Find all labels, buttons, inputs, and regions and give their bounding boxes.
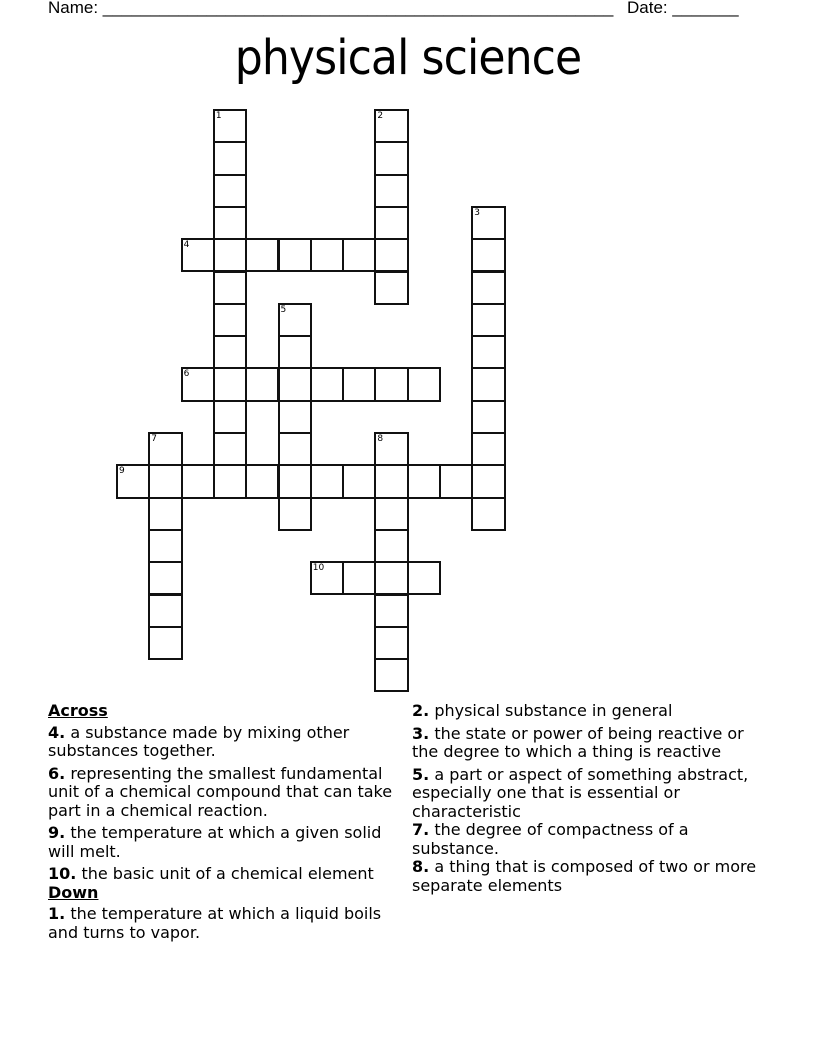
- crossword-cell[interactable]: [471, 432, 505, 466]
- crossword-cell[interactable]: [374, 174, 408, 208]
- clue-number-label: 8: [377, 434, 384, 444]
- crossword-cell[interactable]: [471, 400, 505, 434]
- clue-number-label: 10: [312, 563, 325, 574]
- clue-number: 2.: [412, 701, 430, 720]
- crossword-cell[interactable]: [471, 335, 505, 369]
- crossword-cell[interactable]: [310, 464, 344, 498]
- crossword-cell[interactable]: [181, 464, 215, 498]
- crossword-cell[interactable]: [278, 367, 312, 401]
- crossword-cell[interactable]: [374, 367, 408, 401]
- clue-across-10: [48, 865, 408, 884]
- clue-across-6: [48, 765, 408, 821]
- clue-number-label: 5: [280, 304, 287, 315]
- down-header: Down: [48, 882, 99, 902]
- clue-down-5: [412, 766, 772, 822]
- crossword-cell[interactable]: [374, 238, 408, 272]
- clue-number: 5.: [412, 764, 430, 784]
- crossword-cell[interactable]: [148, 561, 182, 595]
- crossword-cell[interactable]: [342, 238, 376, 272]
- page-title: physical science: [234, 30, 582, 86]
- clue-text: a substance made by mixing other substances together.: [48, 722, 350, 760]
- crossword-cell[interactable]: [213, 238, 247, 272]
- crossword-cell[interactable]: [213, 206, 247, 240]
- crossword-cell[interactable]: [374, 271, 408, 305]
- crossword-cell[interactable]: [471, 497, 505, 531]
- crossword-cell[interactable]: [213, 367, 247, 401]
- clue-text: the degree of compactness of a substance.: [412, 820, 689, 858]
- crossword-cell[interactable]: [407, 367, 441, 401]
- clue-number: 6.: [48, 763, 66, 783]
- crossword-cell[interactable]: [213, 174, 247, 208]
- crossword-cell[interactable]: [213, 109, 247, 143]
- clue-number-label: 1: [215, 111, 222, 121]
- crossword-cell[interactable]: [213, 335, 247, 369]
- crossword-cell[interactable]: [310, 238, 344, 272]
- clues-column-left: [48, 702, 408, 946]
- crossword-cell[interactable]: [374, 561, 408, 595]
- crossword-cell[interactable]: [471, 303, 505, 337]
- clue-number-label: 2: [377, 111, 384, 121]
- crossword-cell[interactable]: [374, 594, 408, 628]
- crossword-cell[interactable]: [439, 464, 473, 498]
- crossword-cell[interactable]: [245, 367, 279, 401]
- clue-number: 4.: [48, 722, 66, 742]
- clue-down-1: [48, 905, 408, 942]
- crossword-cell[interactable]: [342, 464, 376, 498]
- crossword-cell[interactable]: [278, 464, 312, 498]
- crossword-cell[interactable]: [278, 497, 312, 531]
- crossword-cell[interactable]: [374, 497, 408, 531]
- crossword-cell[interactable]: [148, 594, 182, 628]
- crossword-cell[interactable]: [310, 367, 344, 401]
- date-field-label: Date: _______: [627, 0, 739, 17]
- clues-column-right: [412, 702, 772, 899]
- crossword-cell[interactable]: [181, 238, 215, 272]
- clue-number: 7.: [412, 820, 430, 839]
- crossword-cell[interactable]: [407, 561, 441, 595]
- crossword-cell[interactable]: [471, 238, 505, 272]
- crossword-cell[interactable]: [213, 271, 247, 305]
- crossword-cell[interactable]: [374, 529, 408, 563]
- crossword-cell[interactable]: [116, 464, 150, 498]
- clue-down-7: [412, 821, 772, 858]
- clue-down-2: [412, 702, 772, 721]
- crossword-cell[interactable]: [342, 561, 376, 595]
- clue-text: the temperature at which a given solid will melt.: [48, 823, 382, 861]
- crossword-cell[interactable]: [148, 529, 182, 563]
- crossword-cell[interactable]: [148, 497, 182, 531]
- clue-text: a part or aspect of something abstract, especially one that is essential or characteristic: [412, 764, 749, 821]
- crossword-cell[interactable]: [213, 141, 247, 175]
- crossword-cell[interactable]: [213, 400, 247, 434]
- clue-down-8: [412, 858, 772, 895]
- clue-text: the basic unit of a chemical element: [81, 864, 374, 883]
- crossword-cell[interactable]: [374, 432, 408, 466]
- clue-number-label: 4: [183, 240, 190, 251]
- crossword-cell[interactable]: [374, 626, 408, 660]
- crossword-cell[interactable]: [213, 432, 247, 466]
- clue-text: a thing that is composed of two or more separate elements: [412, 857, 757, 895]
- crossword-cell[interactable]: [374, 109, 408, 143]
- clue-text: representing the smallest fundamental unit of a chemical compound that can take part in a chemical reaction.: [48, 763, 393, 820]
- crossword-cell[interactable]: [213, 303, 247, 337]
- crossword-cell[interactable]: [342, 367, 376, 401]
- clue-number: 10.: [48, 864, 77, 883]
- crossword-cell[interactable]: [245, 464, 279, 498]
- crossword-cell[interactable]: [407, 464, 441, 498]
- crossword-cell[interactable]: [310, 561, 344, 595]
- clue-number-label: 9: [119, 466, 125, 477]
- crossword-cell[interactable]: [471, 367, 505, 401]
- clue-text: physical substance in general: [434, 701, 673, 720]
- crossword-cell[interactable]: [374, 658, 408, 692]
- clue-number: 9.: [48, 823, 66, 842]
- clue-number: 8.: [412, 857, 430, 876]
- crossword-cell[interactable]: [278, 432, 312, 466]
- crossword-cell[interactable]: [148, 464, 182, 498]
- clue-text: the state or power of being reactive or the degree to which a thing is reactive: [412, 723, 744, 761]
- crossword-cell[interactable]: [181, 367, 215, 401]
- clue-number-label: 7: [151, 434, 158, 444]
- clue-down-3: [412, 725, 772, 762]
- clue-number-label: 6: [183, 369, 190, 380]
- crossword-cell[interactable]: [278, 303, 312, 337]
- crossword-cell[interactable]: [374, 141, 408, 175]
- crossword-cell[interactable]: [471, 206, 505, 240]
- crossword-cell[interactable]: [213, 464, 247, 498]
- clue-across-9: [48, 824, 408, 861]
- crossword-cell[interactable]: [278, 400, 312, 434]
- clue-across-4: [48, 724, 408, 761]
- crossword-cell[interactable]: [278, 335, 312, 369]
- crossword-cell[interactable]: [471, 464, 505, 498]
- clue-text: the temperature at which a liquid boils and turns to vapor.: [48, 904, 382, 942]
- crossword-cell[interactable]: [471, 271, 505, 305]
- crossword-cell[interactable]: [148, 626, 182, 660]
- crossword-cell[interactable]: [148, 432, 182, 466]
- clue-number: 1.: [48, 904, 66, 923]
- crossword-cell[interactable]: [278, 238, 312, 272]
- crossword-cell[interactable]: [374, 464, 408, 498]
- crossword-cell[interactable]: [374, 206, 408, 240]
- name-field-label: Name: ______________________________________________________: [48, 0, 614, 17]
- crossword-cell[interactable]: [245, 238, 279, 272]
- clue-number-label: 3: [474, 207, 481, 218]
- clue-number: 3.: [412, 723, 430, 743]
- across-header: Across: [48, 701, 108, 720]
